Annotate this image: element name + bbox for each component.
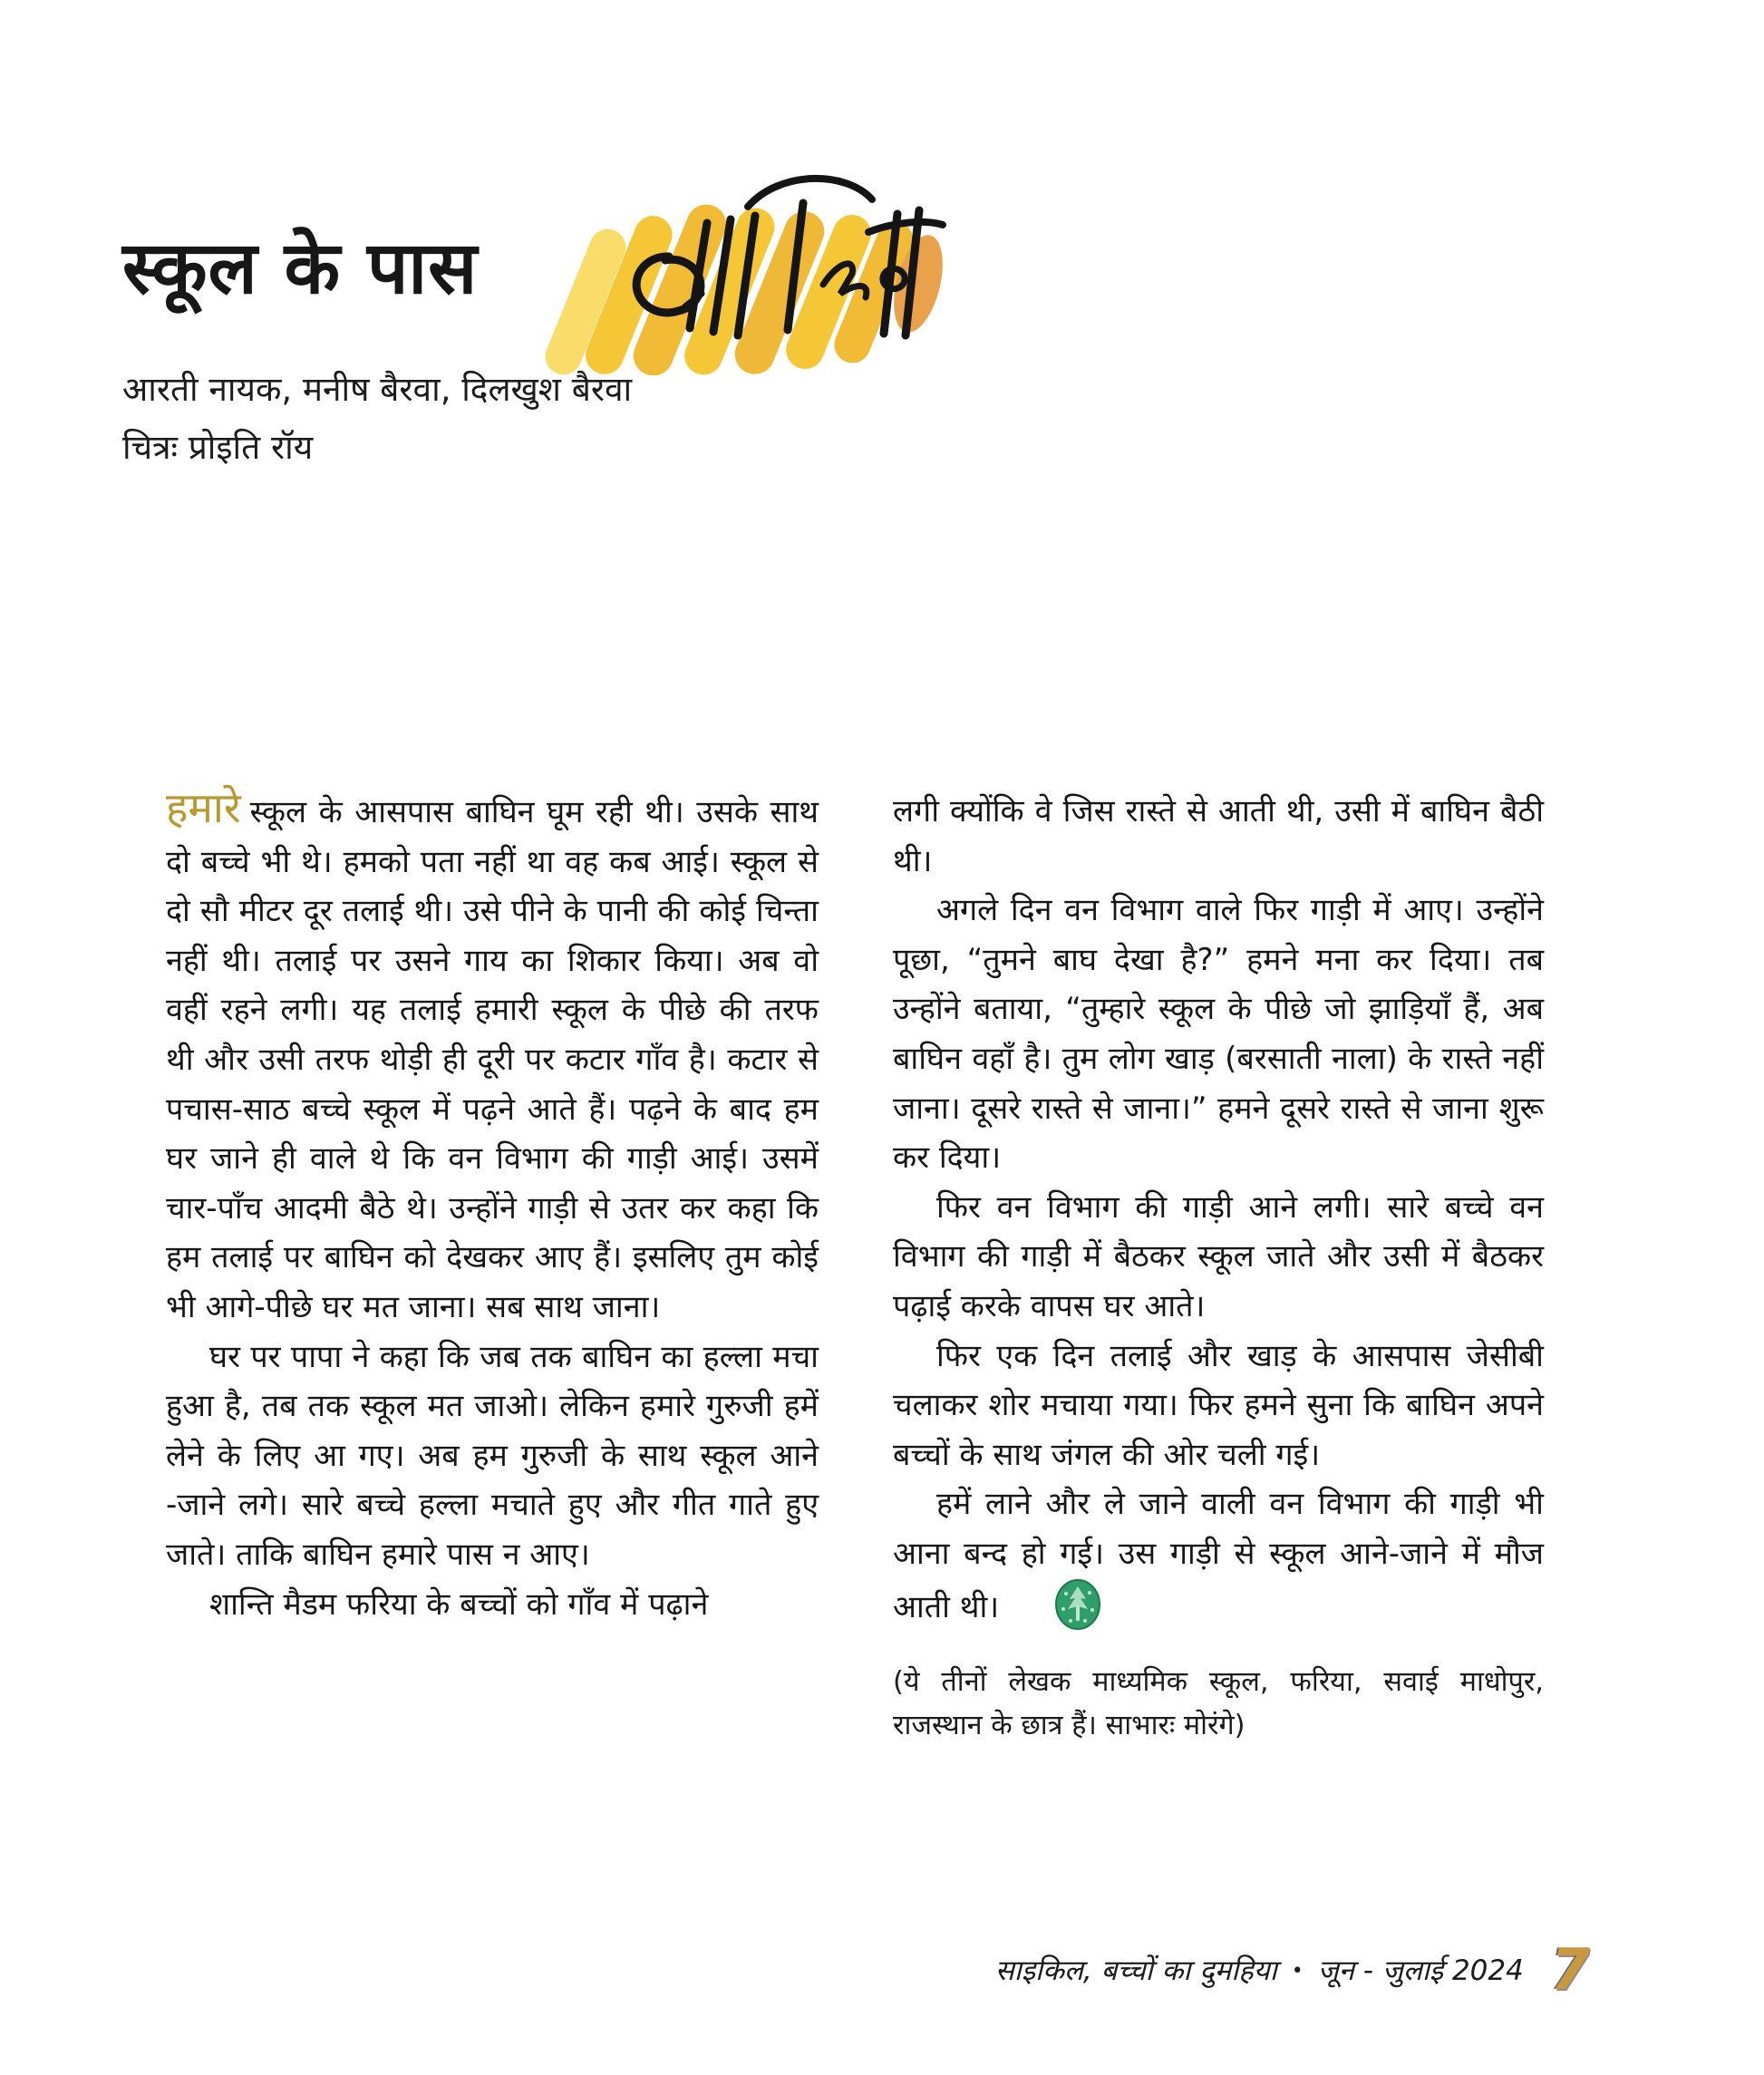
paragraph: अगले दिन वन विभाग वाले फिर गाड़ी में आए। उन्होंने पूछा, “तुमने बाघ देखा है?” हमने मना कर दिया। तब उन्होंने बताया, “तुम्हारे स्कूल के पीछे जो झाड़ियाँ हैं, अब बाघिन वहाँ है। तुम लोग खाड़ (बरसाती नाला) के रास्ते नहीं जाना। दूसरे रास्ते से जाना।” हमने दूसरे रास्ते से जाना शुरू कर दिया।: [893, 892, 1544, 1177]
paragraph-text: स्कूल के आसपास बाघिन घूम रही थी। उसके साथ दो बच्चे भी थे। हमको पता नहीं था वह कब आई। स्कूल से दो सौ मीटर दूर तलाई थी। उसे पीने के पानी की कोई चिन्ता नहीं थी। तलाई पर उसने गाय का शिकार किया। अब वो वहीं रहने लगी। यह तलाई हमारी स्कूल के पीछे की तरफ थी और उसी तरफ थोड़ी ही दूरी पर कटार गाँव है। कटार से पचास-साठ बच्चे स्कूल में पढ़ने आते हैं। पढ़ने के बाद हम घर जाने ही वाले थे कि वन विभाग की गाड़ी आई। उसमें चार-पाँच आदमी बैठे थे। उन्होंने गाड़ी से उतर कर कहा कि हम तलाई पर बाघिन को देखकर आए हैं। इसलिए तुम कोई भी आगे-पीछे घर मत जाना। सब साथ जाना।: [166, 794, 819, 1325]
page-number: 7: [1550, 1936, 1590, 2002]
article-column-right: [893, 787, 1544, 1748]
paragraph: [166, 783, 819, 1333]
paragraph: लगी क्योंकि वे जिस रास्ते से आती थी, उसी में बाघिन बैठी थी।: [893, 793, 1544, 879]
title-art-baghin-brush-lettering: [533, 116, 959, 375]
paragraph-text: हमें लाने और ले जाने वाली वन विभाग की गाड़ी भी आना बन्द हो गई। उस गाड़ी से स्कूल आने-जाने में मौज आती थी।: [893, 1486, 1544, 1625]
paragraph: फिर वन विभाग की गाड़ी आने लगी। सारे बच्चे वन विभाग की गाड़ी में बैठकर स्कूल जाते और उसी में बैठकर पढ़ाई करके वापस घर आते।: [893, 1188, 1544, 1324]
lead-word: हमारे: [166, 783, 241, 832]
paragraph: शान्ति मैडम फरिया के बच्चों को गाँव में पढ़ाने: [209, 1585, 709, 1623]
footer-bullet-icon: •: [1291, 1959, 1304, 1983]
journal-name: साइकिल, बच्चों का दुमहिया: [994, 1954, 1277, 1987]
article-header: [0, 0, 1764, 471]
byline-authors: आरती नायक, मनीष बैरवा, दिलखुश बैरवा: [122, 370, 633, 409]
article-column-left: [166, 783, 819, 1629]
illustration-credit: चित्रः प्रोइति रॉय: [122, 428, 314, 467]
paragraph: फिर एक दिन तलाई और खाड़ के आसपास जेसीबी चलाकर शोर मचाया गया। फिर हमने सुना कि बाघिन अपने बच्चों के साथ जंगल की ओर चली गई।: [893, 1337, 1544, 1473]
issue-date: जून - जुलाई 2024: [1317, 1954, 1524, 1987]
page-title: स्कूल के पास: [122, 226, 479, 310]
byline-block: [122, 361, 632, 477]
paragraph: [893, 1479, 1544, 1632]
page-footer: [994, 1936, 1590, 2002]
article-end-tree-stamp-icon: [1012, 1579, 1057, 1630]
paragraph: घर पर पापा ने कहा कि जब तक बाघिन का हल्ला मचा हुआ है, तब तक स्कूल मत जाओ। लेकिन हमारे गुरुजी हमें लेने के लिए आ गए। अब हम गुरुजी के साथ स्कूल आने -जाने लगे। सारे बच्चे हल्ला मचाते हुए और गीत गाते हुए जाते। ताकि बाघिन हमारे पास न आए।: [166, 1338, 819, 1573]
authors-credit-note: (ये तीनों लेखक माध्यमिक स्कूल, फरिया, सवाई माधोपुर, राजस्थान के छात्र हैं। साभारः मोरंगे): [893, 1666, 1544, 1742]
